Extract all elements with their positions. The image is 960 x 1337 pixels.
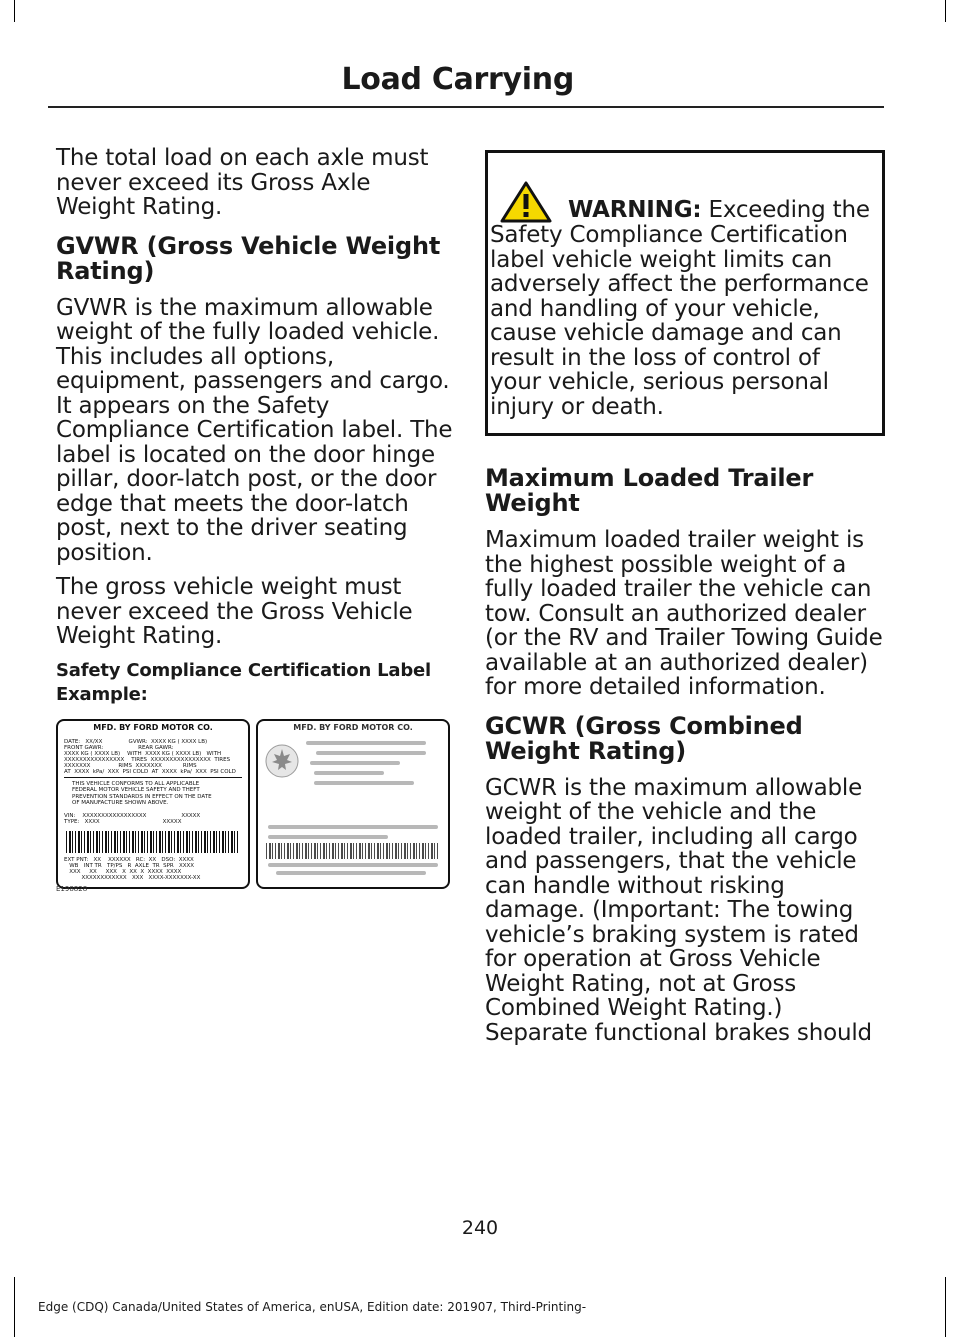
- label-code-row: XXXXXXXXXXXX XXX XXXX-XXXXXXX-XX: [64, 874, 201, 881]
- label-conformity-statement: THIS VEHICLE CONFORMS TO ALL APPLICABLE FEDERAL MOTOR VEHICLE SAFETY AND THEFT PREVENTION STANDARDS IN EFFECT ON THE DATE OF MANUFACTURE SHOWN ABOVE.: [72, 780, 212, 806]
- label-vin-row: VIN: XXXXXXXXXXXXXXXXX XXXXX: [64, 812, 201, 819]
- label-divider: [64, 777, 242, 778]
- blurred-text: [276, 871, 426, 875]
- paragraph-gcwr: GCWR is the maximum allowable weight of the vehicle and the loaded trailer, including all cargo and passengers, that the vehicle can handle without risking damage. (Important: The towing vehicle’s braking system is rated for operation at Gross Vehicle Weight Rating, not at Gross Combined Weight Rating.) Separate functional brakes should: [485, 774, 872, 1046]
- heading-max-trailer-weight: Maximum Loaded Trailer Weight: [485, 464, 814, 517]
- page-title: Load Carrying: [341, 62, 574, 97]
- label-field-row: DATE: XX/XX GVWR: XXXX KG ( XXXX LB): [64, 738, 208, 745]
- label-maker: MFD. BY FORD MOTOR CO.: [293, 722, 413, 732]
- right-column: [485, 146, 885, 1055]
- paragraph-max-trailer-weight: Maximum loaded trailer weight is the highest possible weight of a fully loaded trailer the vehicle can tow. Consult an authorized dealer (or the RV and Trailer Towing Guide available at an authorized dealer) for more detailed information.: [485, 527, 883, 700]
- crop-mark: [945, 0, 960, 22]
- label-code-row: XXX XX XXX X XX X XXXX XXXX: [64, 868, 182, 875]
- warning-paragraph: [490, 181, 872, 419]
- paragraph-gvwr: GVWR is the maximum allowable weight of the fully loaded vehicle. This includes all options, equipment, passengers and cargo. It appears on the Safety Compliance Certification label. The label is located on the door hinge pillar, door-latch post, or the door edge that meets the door-latch post, next to the driver seating position.: [56, 294, 453, 566]
- warning-title: WARNING:: [568, 197, 702, 223]
- heading-label-example: Safety Compliance Certification Label Example:: [56, 659, 432, 705]
- paragraph-gross-weight: The gross vehicle weight must never exceed the Gross Vehicle Weight Rating.: [56, 574, 413, 649]
- blurred-text: [316, 751, 426, 755]
- header-divider: [48, 106, 884, 108]
- label-barcode: [266, 843, 440, 859]
- warning-text: Exceeding the Safety Compliance Certification label vehicle weight limits can adversely affect the performance and handling of your vehicle, cause vehicle damage and can result in the loss of control of your vehicle, serious personal injury or death.: [490, 197, 870, 420]
- label-field-row: XXXXXXX RIMS XXXXXXX RIMS: [64, 762, 197, 769]
- paragraph-axle: The total load on each axle must never exceed its Gross Axle Weight Rating.: [56, 145, 429, 220]
- label-field-row: XXXXXXXXXXXXXXXX TIRES XXXXXXXXXXXXXXXX TIRES: [64, 756, 231, 763]
- blurred-text: [314, 781, 414, 785]
- label-type-row: TYPE: XXXX XXXXX: [64, 818, 182, 825]
- certification-label-figure: [56, 719, 454, 893]
- blurred-text: [306, 741, 426, 745]
- label-field-row: XXXX KG ( XXXX LB) WITH XXXX KG ( XXXX LB) WITH: [64, 750, 222, 757]
- crop-mark: [0, 1277, 15, 1337]
- left-column: [56, 146, 456, 893]
- page-number: 240: [461, 1217, 499, 1239]
- label-field-row: FRONT GAWR: REAR GAWR:: [64, 744, 174, 751]
- crop-mark: [0, 0, 15, 22]
- blurred-text: [268, 835, 388, 839]
- blurred-text: [268, 863, 438, 867]
- label-example-text-version: [56, 719, 250, 889]
- figure-id: E198828: [56, 884, 88, 893]
- heading-gvwr: GVWR (Gross Vehicle Weight Rating): [56, 231, 441, 285]
- maple-leaf-icon: [264, 743, 300, 779]
- crop-mark: [945, 1277, 960, 1337]
- label-code-row: WB INT TR TP/PS R AXLE TR SPR XXXX: [64, 862, 195, 869]
- label-field-row: AT XXXX kPa/ XXX PSI COLD AT XXXX kPa/ XXX PSI COLD: [64, 768, 236, 775]
- blurred-text: [268, 825, 438, 829]
- label-barcode: [66, 831, 240, 853]
- warning-box: [485, 150, 885, 436]
- heading-gcwr: GCWR (Gross Combined Weight Rating): [485, 711, 803, 765]
- edition-info: Edge (CDQ) Canada/United States of America, enUSA, Edition date: 201907, Third-Printing-: [38, 1300, 587, 1314]
- label-code-row: EXT PNT: XX XXXXXX RC: XX DSO: XXXX: [64, 856, 194, 863]
- blurred-text: [310, 761, 400, 765]
- label-example-photo-version: [256, 719, 450, 889]
- label-maker: MFD. BY FORD MOTOR CO.: [93, 722, 213, 732]
- ec-mark-icon: [266, 797, 300, 819]
- warning-triangle-icon: [500, 181, 552, 223]
- blurred-text: [314, 771, 384, 775]
